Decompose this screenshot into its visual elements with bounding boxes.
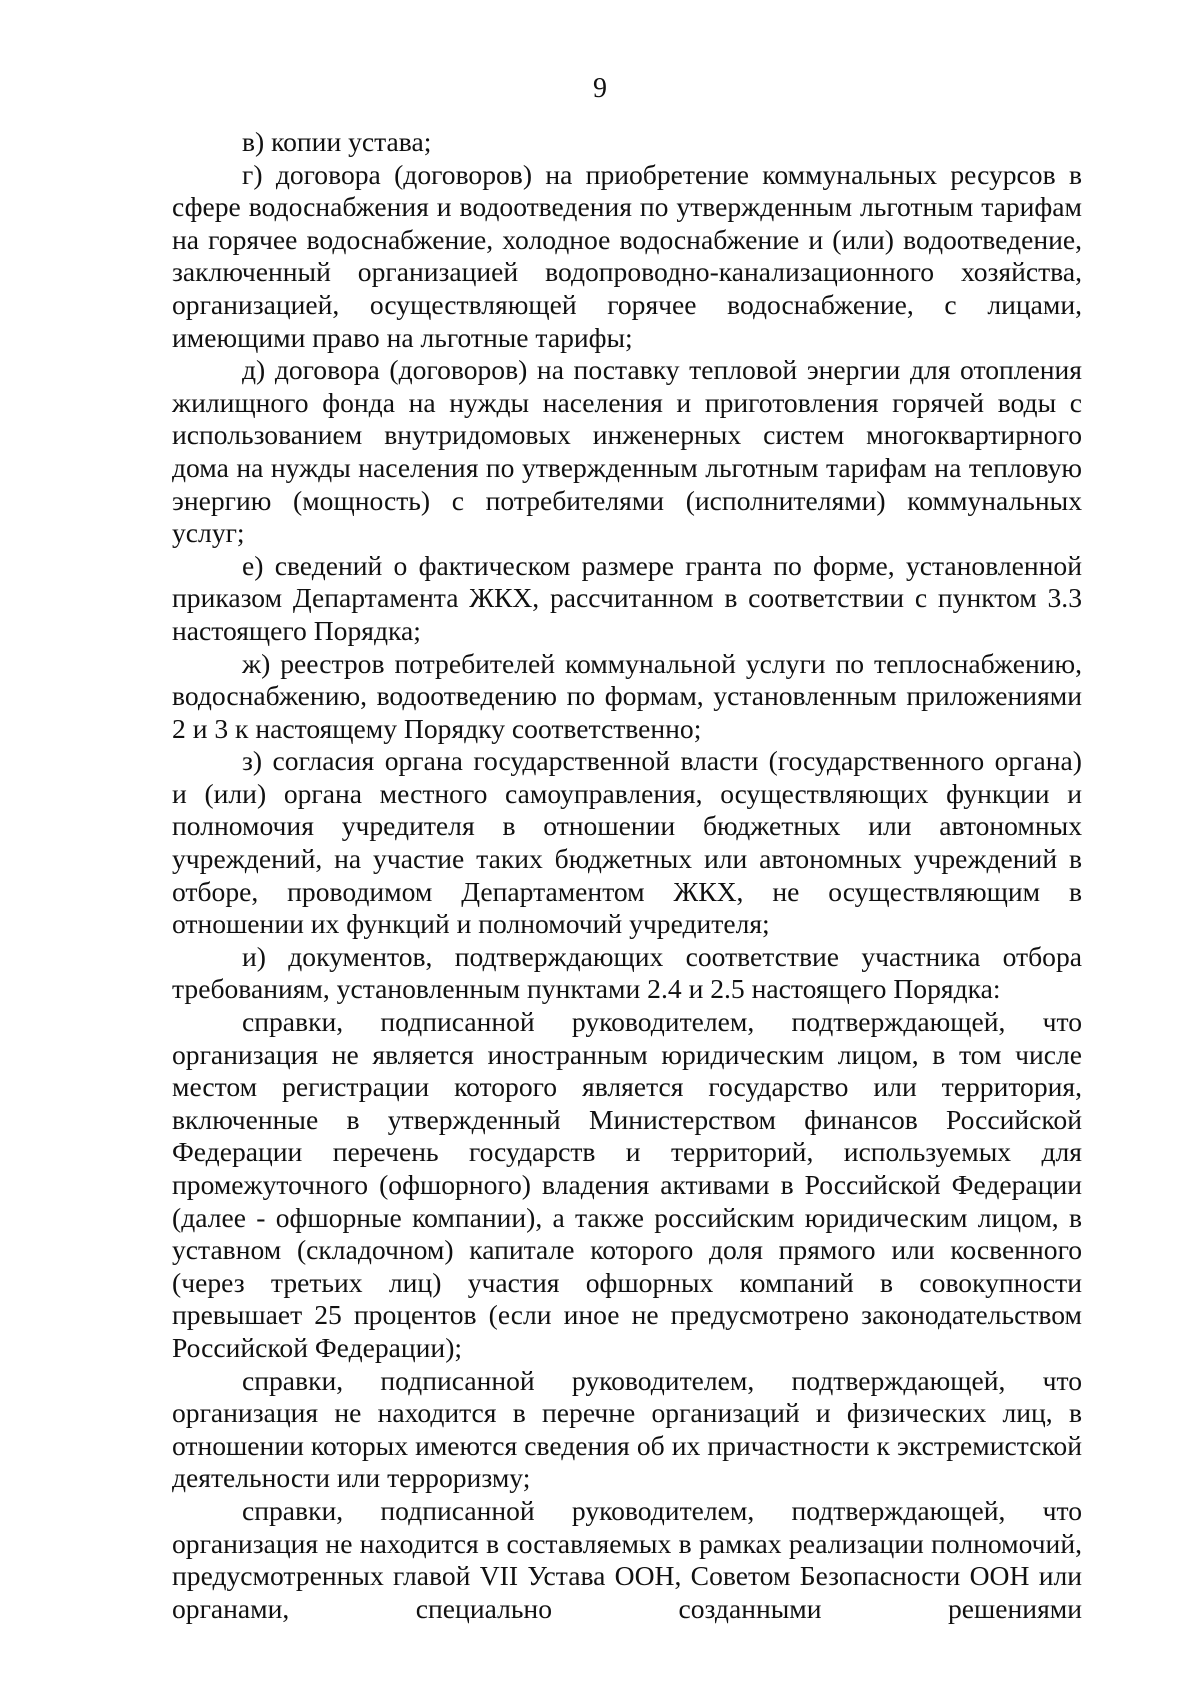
- paragraph-v: в) копии устава;: [242, 126, 432, 157]
- paragraph-e: е) сведений о фактическом размере гранта по форме, установленной приказом Департамента ЖКХ, рассчитанном в соответствии с пунктом 3.3 настоящего Порядка;: [172, 549, 1082, 646]
- paragraph-certificate-offshore: справки, подписанной руководителем, подтверждающей, что организация не является иностранным юридическим лицом, в том числе местом регистрации которого является государство или территория, включенные в утвержденный Министерством финансов Российской Федерации перечень государств и территорий, используемых для промежуточного (офшорного) владения активами в Российской Федерации (далее - офшорные компании), а также российским юридическим лицом, в уставном (складочном) капитале которого доля прямого или косвенного (через третьих лиц) участия офшорных компаний в совокупности превышает 25 процентов (если иное не предусмотрено законодательством Российской Федерации);: [172, 1006, 1082, 1363]
- paragraph-zh: ж) реестров потребителей коммунальной услуги по теплоснабжению, водоснабжению, водоотведению по формам, установленным приложениями 2 и 3 к настоящему Порядку соответственно;: [172, 647, 1082, 744]
- paragraph-certificate-extremism: справки, подписанной руководителем, подтверждающей, что организация не находится в перечне организаций и физических лиц, в отношении которых имеются сведения об их причастности к экстремистской деятельности или терроризму;: [172, 1364, 1082, 1494]
- page-number: 9: [593, 73, 607, 104]
- paragraph-certificate-un-security-council: справки, подписанной руководителем, подтверждающей, что организация не находится в составляемых в рамках реализации полномочий, предусмотренных главой VII Устава ООН, Советом Безопасности ООН или органами, специально созданными решениями: [172, 1494, 1082, 1624]
- paragraph-d: д) договора (договоров) на поставку тепловой энергии для отопления жилищного фонда на нужды населения и приготовления горячей воды с использованием внутридомовых инженерных систем многоквартирного дома на нужды населения по утвержденным льготным тарифам на тепловую энергию (мощность) с потребителями (исполнителями) коммунальных услуг;: [172, 354, 1082, 549]
- paragraph-z: з) согласия органа государственной власти (государственного органа) и (или) органа местного самоуправления, осуществляющих функции и полномочия учредителя в отношении бюджетных или автономных учреждений, на участие таких бюджетных или автономных учреждений в отборе, проводимом Департаментом ЖКХ, не осуществляющим в отношении их функций и полномочий учредителя;: [172, 745, 1082, 940]
- document-body: [172, 126, 1082, 1625]
- paragraph-g: г) договора (договоров) на приобретение коммунальных ресурсов в сфере водоснабжения и водоотведения по утвержденным льготным тарифам на горячее водоснабжение, холодное водоснабжение и (или) водоотведение, заключенный организацией водопроводно-канализационного хозяйства, организацией, осуществляющей горячее водоснабжение, с лицами, имеющими право на льготные тарифы;: [172, 158, 1082, 353]
- paragraph-i: и) документов, подтверждающих соответствие участника отбора требованиям, установленным пунктами 2.4 и 2.5 настоящего Порядка:: [172, 940, 1082, 1005]
